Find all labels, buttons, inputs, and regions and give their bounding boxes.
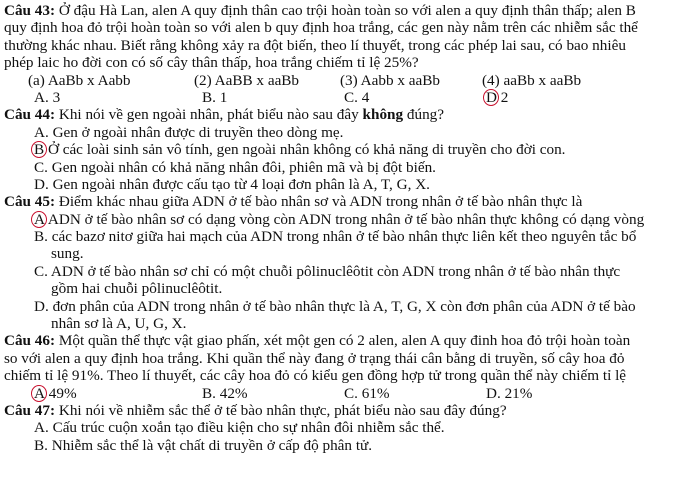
option-text: ADN ở tế bào nhân sơ có dạng vòng còn ADN trong nhân ở tế bào nhân thực không có dạng vòng <box>44 210 645 228</box>
option-d-selected[interactable] <box>486 89 508 106</box>
cross-item: (4) aaBb x aaBb <box>482 71 582 89</box>
option-text: 49% <box>44 384 77 402</box>
question-number: Câu 47: <box>4 401 56 419</box>
answer-circle-mark: A <box>34 384 45 402</box>
option-letter: D. <box>34 297 49 315</box>
question-45 <box>4 193 688 332</box>
question-text: thường khác nhau. Biết rằng không xảy ra đột biến, theo lí thuyết, trong các phép lai sau, có bao nhiêu <box>4 36 626 54</box>
option-text: 2 <box>496 88 509 106</box>
option-text: 61% <box>357 384 390 402</box>
option-a-selected[interactable] <box>4 211 688 228</box>
q46-line-3 <box>4 367 688 384</box>
option-a[interactable] <box>34 89 60 106</box>
option-text: sung. <box>51 245 84 263</box>
option-d-cont <box>4 315 688 332</box>
option-text: gồm hai chuỗi pôlinuclêôtit. <box>51 280 223 298</box>
option-a-selected[interactable] <box>34 385 77 402</box>
option-letter: A. <box>34 123 49 141</box>
option-text: Gen ngoài nhân có khả năng nhân đôi, phiên mã và bị đột biến. <box>47 158 436 176</box>
option-letter: C. <box>344 88 358 106</box>
exam-page <box>4 2 688 454</box>
q44-stem <box>4 106 688 123</box>
option-letter: B. <box>202 384 216 402</box>
option-b[interactable] <box>4 228 688 245</box>
q43-options <box>4 89 688 106</box>
question-text: Khi nói về gen ngoài nhân, phát biểu nào sau đây <box>55 106 363 124</box>
option-b[interactable] <box>202 385 248 402</box>
q46-line-2 <box>4 350 688 367</box>
option-c-cont <box>4 280 688 297</box>
option-text: đơn phân của ADN trong nhân ở tế bào nhân thực là A, T, G, X còn đơn phân của ADN ở tế bào <box>48 297 636 315</box>
option-letter: D. <box>34 175 49 193</box>
question-44 <box>4 106 688 193</box>
option-letter: A. <box>34 419 49 437</box>
option-d[interactable] <box>4 176 688 193</box>
option-c[interactable] <box>4 159 688 176</box>
answer-circle-mark: A <box>34 210 45 228</box>
question-number: Câu 44: <box>4 106 56 124</box>
option-text: Gen ngoài nhân được cấu tạo từ 4 loại đơn phân là A, T, G, X. <box>48 175 430 193</box>
q43-line-2 <box>4 19 688 36</box>
option-text: 42% <box>215 384 248 402</box>
q46-line-1 <box>4 332 688 349</box>
option-b-selected[interactable] <box>4 141 688 158</box>
question-text: Điểm khác nhau giữa ADN ở tế bào nhân sơ và ADN trong nhân ở tế bào nhân thực là <box>55 193 583 211</box>
option-text: 4 <box>357 88 370 106</box>
question-text: Một quần thể thực vật giao phấn, xét một gen có 2 alen, alen A quy đinh hoa đỏ trội hoàn toàn <box>55 332 631 350</box>
question-text: đúng? <box>403 106 444 124</box>
question-text: quy định hoa đỏ trội hoàn toàn so với alen b quy định hoa trắng, các gen này nằm trên các nhiễm sắc thể <box>4 19 638 37</box>
question-number: Câu 46: <box>4 332 56 350</box>
option-b[interactable] <box>202 89 227 106</box>
question-text: chiếm tỉ lệ 91%. Theo lí thuyết, các cây hoa đỏ có kiểu gen đồng hợp tử trong quần thể này chiếm tỉ lệ <box>4 367 627 385</box>
cross-item: (3) Aabb x aaBb <box>340 71 440 89</box>
option-b-cont <box>4 245 688 262</box>
q43-line-3 <box>4 37 688 54</box>
option-letter: A. <box>34 88 49 106</box>
option-letter: B. <box>202 88 216 106</box>
option-letter: C. <box>34 262 48 280</box>
question-text: Ở đậu Hà Lan, alen A quy định thân cao trội hoàn toàn so với alen a quy định thân thấp; alen B <box>55 2 636 19</box>
option-letter: D. <box>486 384 501 402</box>
question-47 <box>4 402 688 454</box>
option-text: Ở các loài sinh sản vô tính, gen ngoài nhân không có khả năng di truyền cho đời con. <box>44 141 566 159</box>
option-text: các bazơ nitơ giữa hai mạch của ADN trong nhân ở tế bào nhân thực liên kết theo nguyên tắc bổ <box>47 228 637 246</box>
question-text: phép laic ho đời con có số cây thân thấp, hoa trắng chiếm tỉ lệ 25%? <box>4 54 419 72</box>
option-a[interactable] <box>4 419 688 436</box>
option-c[interactable] <box>344 385 390 402</box>
question-emphasis: không <box>362 106 404 124</box>
option-d[interactable] <box>4 298 688 315</box>
option-text: nhân sơ là A, U, G, X. <box>51 315 187 333</box>
q43-line-4 <box>4 54 688 71</box>
question-number: Câu 45: <box>4 193 56 211</box>
option-text: 3 <box>48 88 61 106</box>
option-letter: C. <box>344 384 358 402</box>
question-46 <box>4 332 688 402</box>
question-number: Câu 43: <box>4 2 56 19</box>
answer-circle-mark: B <box>34 141 45 159</box>
q47-stem <box>4 402 688 419</box>
option-c[interactable] <box>4 263 688 280</box>
cross-item: (a) AaBb x Aabb <box>28 71 131 89</box>
option-c[interactable] <box>344 89 369 106</box>
option-text: Cấu trúc cuộn xoắn tạo điều kiện cho sự nhân đôi nhiễm sắc thể. <box>48 419 445 437</box>
q43-crosses <box>4 72 688 89</box>
question-43 <box>4 2 688 106</box>
option-b[interactable] <box>4 437 688 454</box>
cross-item: (2) AaBB x aaBb <box>194 71 300 89</box>
q46-options <box>4 385 688 402</box>
q45-stem <box>4 193 688 210</box>
q43-line-1 <box>4 2 688 19</box>
question-text: so với alen a quy định hoa trắng. Khi quần thể này đang ở trạng thái cân bằng di truyền, số cây hoa đỏ <box>4 349 625 367</box>
option-text: Gen ở ngoài nhân được di truyền theo dòng mẹ. <box>48 123 344 141</box>
answer-circle-mark: D <box>486 88 497 106</box>
option-letter: B. <box>34 228 48 246</box>
question-text: Khi nói về nhiễm sắc thể ở tế bào nhân thực, phát biểu nào sau đây đúng? <box>55 401 507 419</box>
option-letter: B. <box>34 436 48 454</box>
option-text: Nhiễm sắc thể là vật chất di truyền ở cấp độ phân tử. <box>47 436 373 454</box>
option-text: 1 <box>215 88 228 106</box>
option-d[interactable] <box>486 385 532 402</box>
option-letter: C. <box>34 158 48 176</box>
option-text: 21% <box>500 384 533 402</box>
option-a[interactable] <box>4 124 688 141</box>
option-text: ADN ở tế bào nhân sơ chỉ có một chuỗi pôlinuclêôtit còn ADN trong nhân ở tế bào nhân thực <box>47 262 621 280</box>
